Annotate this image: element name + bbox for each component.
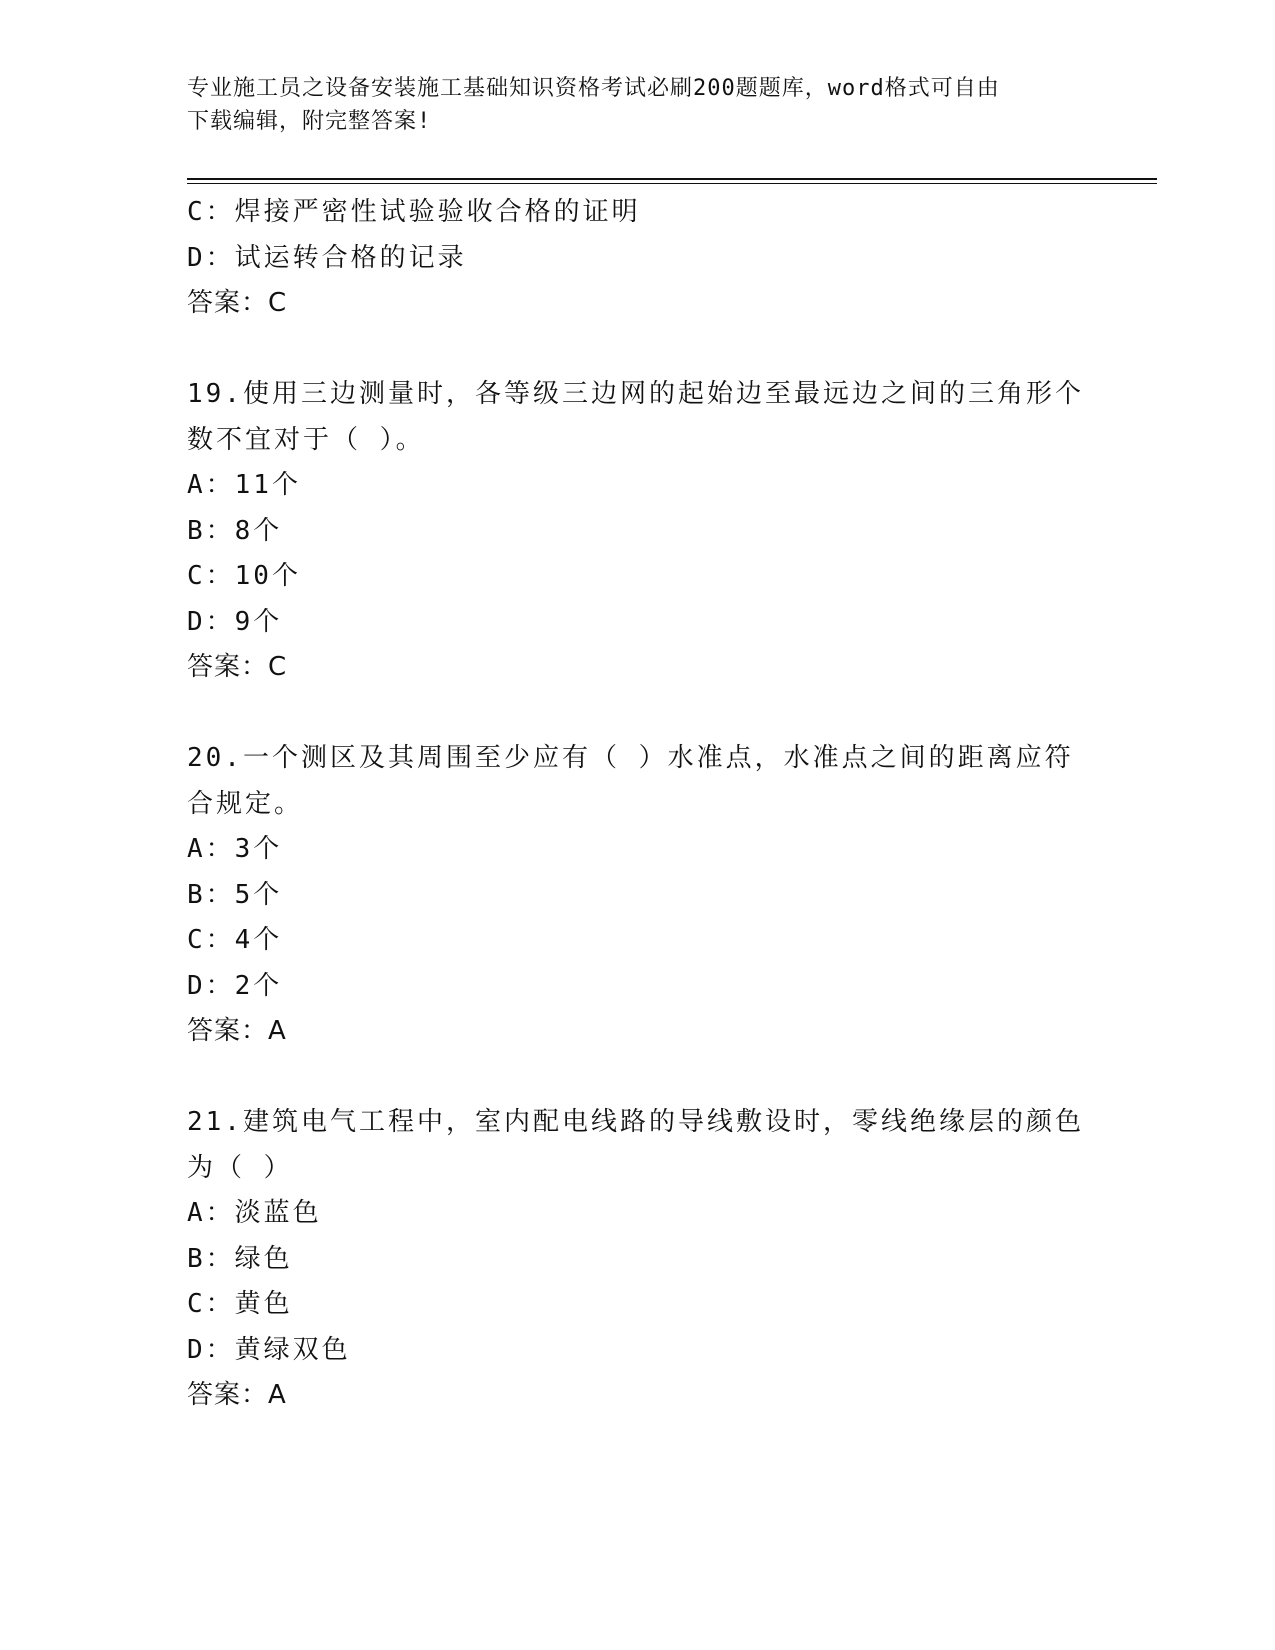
option-c: C：4个 <box>187 925 283 955</box>
option-a: A：3个 <box>187 834 283 864</box>
option-d: D：黄绿双色 <box>187 1334 351 1365</box>
answer: 答案：C <box>187 652 288 682</box>
header-line-2: 下载编辑，附完整答案! <box>187 109 432 134</box>
option-a: A：淡蓝色 <box>187 1198 322 1228</box>
question-stem-line-2: 为（ ） <box>187 1152 293 1183</box>
question-stem-line-2: 合规定。 <box>187 788 304 819</box>
previous-question-tail <box>187 190 1087 327</box>
page-header <box>187 72 1067 138</box>
option-b: B：5个 <box>187 879 283 910</box>
option-a: A：11个 <box>187 470 301 500</box>
option-b: B：8个 <box>187 515 283 546</box>
question-stem-line-1: 21.建筑电气工程中，室内配电线路的导线敷设时，零线绝缘层的颜色 <box>187 1107 1084 1137</box>
question-19 <box>187 372 1087 691</box>
question-list <box>187 190 1087 1419</box>
answer: 答案：A <box>187 1380 287 1410</box>
option-c: C：焊接严密性试验验收合格的证明 <box>187 197 641 227</box>
header-rule-thin <box>187 183 1157 184</box>
question-21 <box>187 1100 1087 1419</box>
option-c: C：10个 <box>187 561 301 591</box>
option-c: C：黄色 <box>187 1289 293 1319</box>
option-d: D：2个 <box>187 970 283 1001</box>
question-stem-line-1: 19.使用三边测量时，各等级三边网的起始边至最远边之间的三角形个 <box>187 379 1084 409</box>
option-d: D：试运转合格的记录 <box>187 242 467 273</box>
question-stem-line-2: 数不宜对于（ ）。 <box>187 424 425 455</box>
header-rule-thick <box>187 178 1157 180</box>
answer: 答案：A <box>187 1016 287 1046</box>
answer: 答案：C <box>187 288 288 318</box>
header-line-1: 专业施工员之设备安装施工基础知识资格考试必刷200题题库，word格式可自由 <box>187 76 1000 101</box>
question-stem-line-1: 20.一个测区及其周围至少应有（ ）水准点，水准点之间的距离应符 <box>187 743 1074 773</box>
question-20 <box>187 736 1087 1055</box>
option-b: B：绿色 <box>187 1243 293 1274</box>
option-d: D：9个 <box>187 606 283 637</box>
